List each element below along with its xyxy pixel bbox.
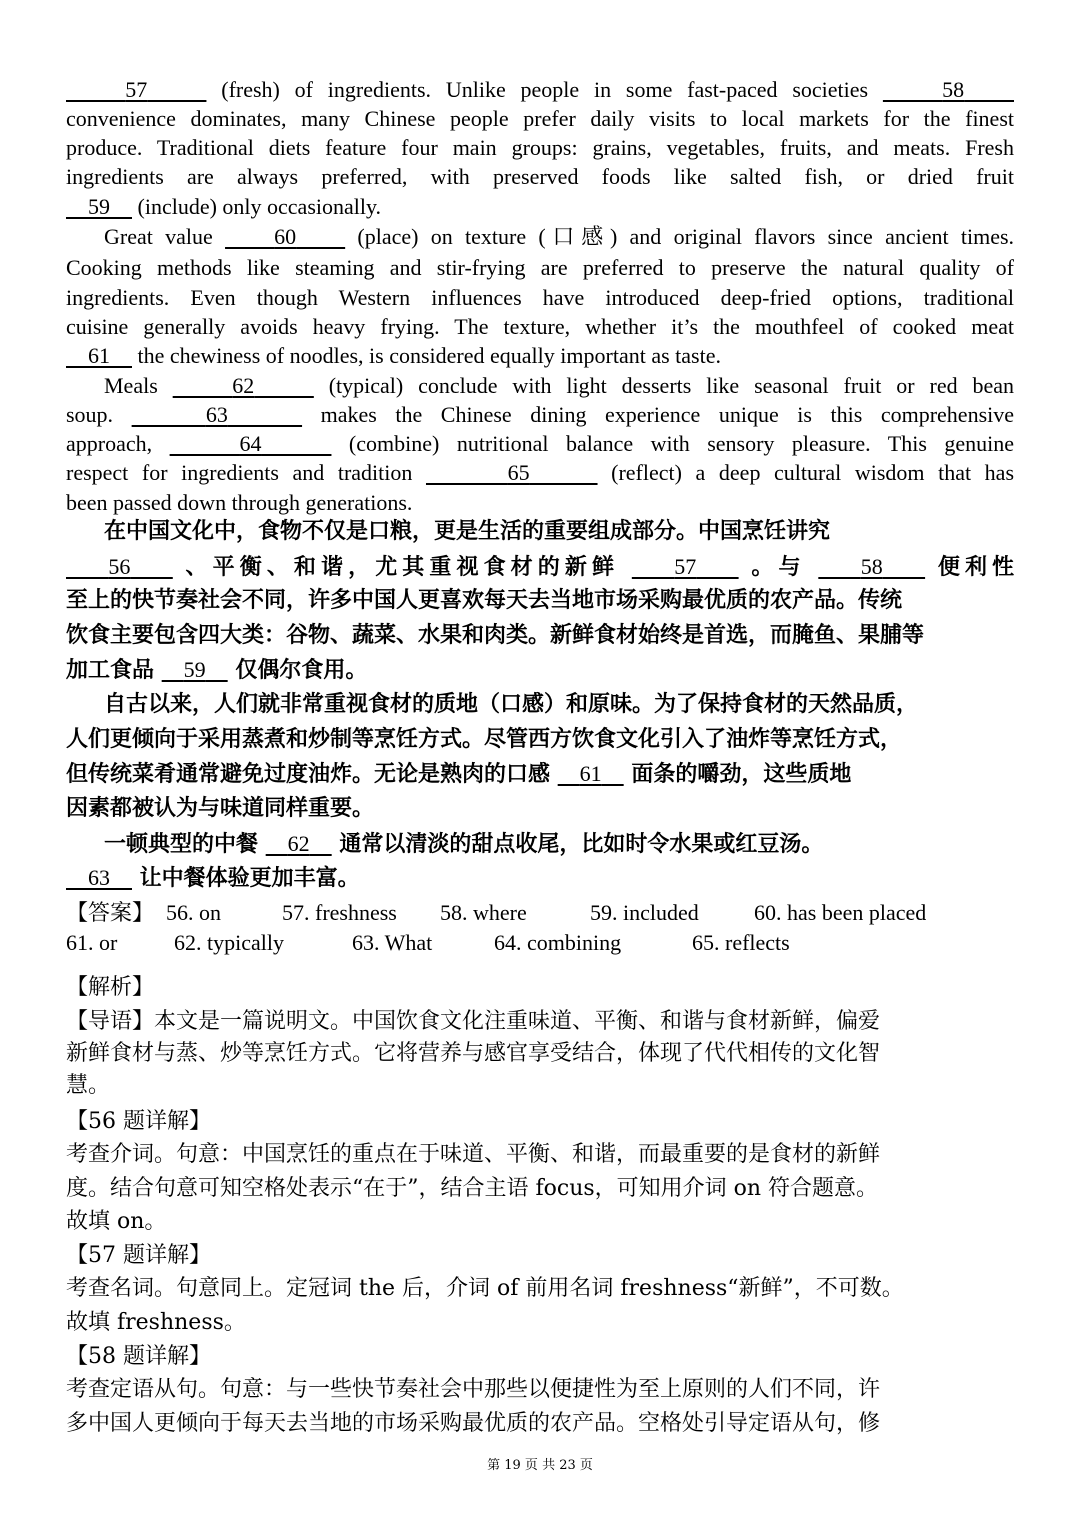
answer-57: 57. freshness xyxy=(282,900,397,925)
q56-line-1: 考查介词。句意：中国烹饪的重点在于味道、平衡、和谐，而最重要的是食材的新鲜 xyxy=(66,1142,881,1167)
cn-line-4: 饮食主要包含四大类：谷物、蔬菜、水果和肉类。新鲜食材始终是首选，而腌鱼、果脯等 xyxy=(66,623,925,648)
en-line-12: soup. 63 makes the Chinese dining experience unique is this comprehensive xyxy=(66,402,1014,427)
cn-line-8: 但传统菜肴通常避免过度油炸。无论是熟肉的口感 61 面条的嚼劲，这些质地 xyxy=(66,761,852,787)
en-line-13: approach, 64 (combine) nutritional balance with sensory pleasure. This genuine xyxy=(66,431,1014,456)
answer-65: 65. reflects xyxy=(692,930,790,955)
intro-line-3: 慧。 xyxy=(66,1073,111,1098)
answer-58: 58. where xyxy=(440,900,527,925)
answer-61: 61. or xyxy=(66,930,118,955)
q58-line-2: 多中国人更倾向于每天去当地的市场采购最优质的农产品。空格处引导定语从句，修 xyxy=(66,1411,881,1436)
q57-line-1: 考查名词。句意同上。定冠词 the 后，介词 of 前用名词 freshness“新鲜”，不可数。 xyxy=(66,1276,904,1301)
answer-64: 64. combining xyxy=(494,930,622,955)
cn-line-10: 一顿典型的中餐 62 通常以清淡的甜点收尾，比如时令水果或红豆汤。 xyxy=(104,831,824,857)
en-line-5: 59 (include) only occasionally. xyxy=(88,194,382,219)
intro-line-2: 新鲜食材与蒸、炒等烹饪方式。它将营养与感官享受结合，体现了代代相传的文化智 xyxy=(66,1041,881,1066)
answer-59: 59. included xyxy=(590,900,699,925)
en-line-8: ingredients. Even though Western influences have introduced deep-fried options, traditional xyxy=(66,285,1014,310)
answer-62: 62. typically xyxy=(174,930,284,955)
q56-line-3: 故填 on。 xyxy=(66,1209,167,1234)
en-line-1: 57 (fresh) of ingredients. Unlike people in some fast-paced societies 58 xyxy=(125,77,965,102)
answers-row-2 xyxy=(66,928,1014,958)
en-line-11: Meals 62 (typical) conclude with light desserts like seasonal fruit or red bean xyxy=(104,373,1014,398)
intro-line-1: 【导语】本文是一篇说明文。中国饮食文化注重味道、平衡、和谐与食材新鲜，偏爱 xyxy=(66,1009,881,1034)
cn-line-6: 自古以来，人们就非常重视食材的质地（口感）和原味。为了保持食材的天然品质， xyxy=(104,692,919,717)
answer-56: 56. on xyxy=(166,900,221,925)
cn-line-1: 在中国文化中，食物不仅是口粮，更是生活的重要组成部分。中国烹饪讲究 xyxy=(104,519,831,544)
en-line-3: produce. Traditional diets feature four main groups: grains, vegetables, fruits, and meats. Fresh xyxy=(66,135,1014,160)
q58-line-1: 考查定语从句。句意：与一些快节奏社会中那些以便捷性为至上原则的人们不同，许 xyxy=(66,1377,881,1402)
q57-line-2: 故填 freshness。 xyxy=(66,1310,246,1335)
cn-line-9: 因素都被认为与味道同样重要。 xyxy=(66,796,375,821)
en-line-14: respect for ingredients and tradition 65 (reflect) a deep cultural wisdom that has xyxy=(66,460,1014,485)
q56-heading: 【56 题详解】 xyxy=(66,1109,211,1134)
q58-heading: 【58 题详解】 xyxy=(66,1344,211,1369)
q57-heading: 【57 题详解】 xyxy=(66,1243,211,1268)
analysis-heading: 【解析】 xyxy=(66,975,155,1000)
en-line-4: ingredients are always preferred, with preserved foods like salted fish, or dried fruit xyxy=(66,164,1014,189)
page-footer: 第 19 页 共 23 页 xyxy=(487,1458,593,1473)
en-line-6: Great value 60 (place) on texture (口感) and original flavors since ancient times. xyxy=(104,224,1014,249)
cn-line-7: 人们更倾向于采用蒸煮和炒制等烹饪方式。尽管西方饮食文化引入了油炸等烹饪方式， xyxy=(66,727,903,752)
answer-63: 63. What xyxy=(352,930,433,955)
answers-label: 【答案】 xyxy=(66,901,155,926)
cn-line-2: 56 、平衡、和谐，尤其重视食材的新鲜 57 。与 58 便利性 xyxy=(108,554,1014,580)
cn-line-11: 63 让中餐体验更加丰富。 xyxy=(88,865,360,891)
en-line-15: been passed down through generations. xyxy=(66,490,413,515)
cn-line-5: 加工食品 59 仅偶尔食用。 xyxy=(66,657,368,683)
en-line-9: cuisine generally avoids heavy frying. The texture, whether it’s the mouthfeel of cooked meat xyxy=(66,314,1014,339)
en-line-2: convenience dominates, many Chinese people prefer daily visits to local markets for the finest xyxy=(66,106,1014,131)
cn-line-3: 至上的快节奏社会不同，许多中国人更喜欢每天去当地市场采购最优质的农产品。传统 xyxy=(66,588,903,613)
q56-line-2: 度。结合句意可知空格处表示“在于”，结合主语 focus，可知用介词 on 符合题意。 xyxy=(66,1176,879,1201)
en-line-7: Cooking methods like steaming and stir-frying are preferred to preserve the natural quality of xyxy=(66,255,1014,280)
answers-row-1 xyxy=(66,898,1014,928)
en-line-10: 61 the chewiness of noodles, is considered equally important as taste. xyxy=(88,343,721,368)
answer-60: 60. has been placed xyxy=(754,900,927,925)
